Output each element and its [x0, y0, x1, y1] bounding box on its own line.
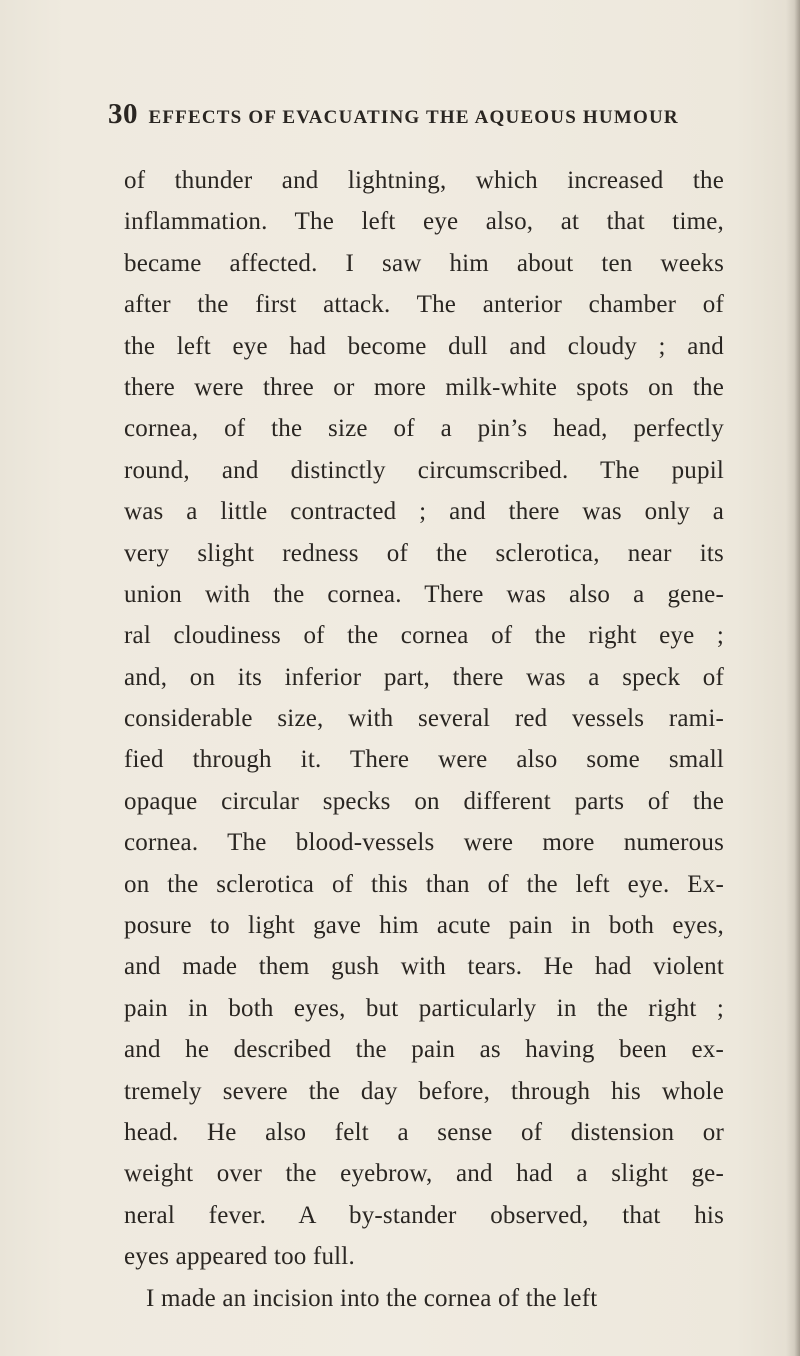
- text-line: cornea, of the size of a pin’s head, perfectly: [124, 415, 724, 443]
- text-line: inflammation. The left eye also, at that time,: [124, 208, 724, 236]
- text-line: I made an incision into the cornea of the left: [146, 1284, 598, 1312]
- text-line: very slight redness of the sclerotica, near its: [124, 539, 724, 567]
- text-line: and made them gush with tears. He had violent: [124, 953, 724, 981]
- text-line: eyes appeared too full.: [124, 1243, 355, 1271]
- page-edge-shadow: [786, 0, 800, 1356]
- text-line: there were three or more milk-white spots on the: [124, 373, 724, 401]
- text-line: round, and distinctly circumscribed. The pupil: [124, 456, 724, 484]
- running-head: [108, 98, 728, 138]
- text-line: posure to light gave him acute pain in both eyes,: [124, 912, 724, 940]
- text-line: opaque circular specks on different parts of the: [124, 787, 724, 815]
- text-line: was a little contracted ; and there was only a: [124, 498, 724, 526]
- text-line: weight over the eyebrow, and had a slight ge-: [124, 1160, 724, 1188]
- text-line: became affected. I saw him about ten weeks: [124, 249, 724, 277]
- body-text: [124, 160, 724, 1319]
- text-line: head. He also felt a sense of distension or: [124, 1118, 724, 1146]
- text-line: after the first attack. The anterior chamber of: [124, 291, 724, 319]
- text-line: tremely severe the day before, through his whole: [124, 1077, 724, 1105]
- running-title: EFFECTS OF EVACUATING THE AQUEOUS HUMOUR: [148, 107, 679, 128]
- text-line: on the sclerotica of this than of the left eye. Ex-: [124, 870, 724, 898]
- text-line: pain in both eyes, but particularly in the right ;: [124, 994, 724, 1022]
- text-line: cornea. The blood-vessels were more numerous: [124, 829, 724, 857]
- page-number: 30: [108, 98, 138, 130]
- text-line: the left eye had become dull and cloudy ; and: [124, 332, 724, 360]
- text-line: ral cloudiness of the cornea of the right eye ;: [124, 622, 724, 650]
- text-line: neral fever. A by-stander observed, that his: [124, 1201, 724, 1229]
- text-line: and he described the pain as having been ex-: [124, 1036, 724, 1064]
- text-line: and, on its inferior part, there was a speck of: [124, 663, 724, 691]
- text-line: of thunder and lightning, which increased the: [124, 167, 724, 194]
- text-line: fied through it. There were also some small: [124, 746, 724, 774]
- text-line: considerable size, with several red vessels rami-: [124, 705, 724, 733]
- text-line: union with the cornea. There was also a gene-: [124, 580, 724, 608]
